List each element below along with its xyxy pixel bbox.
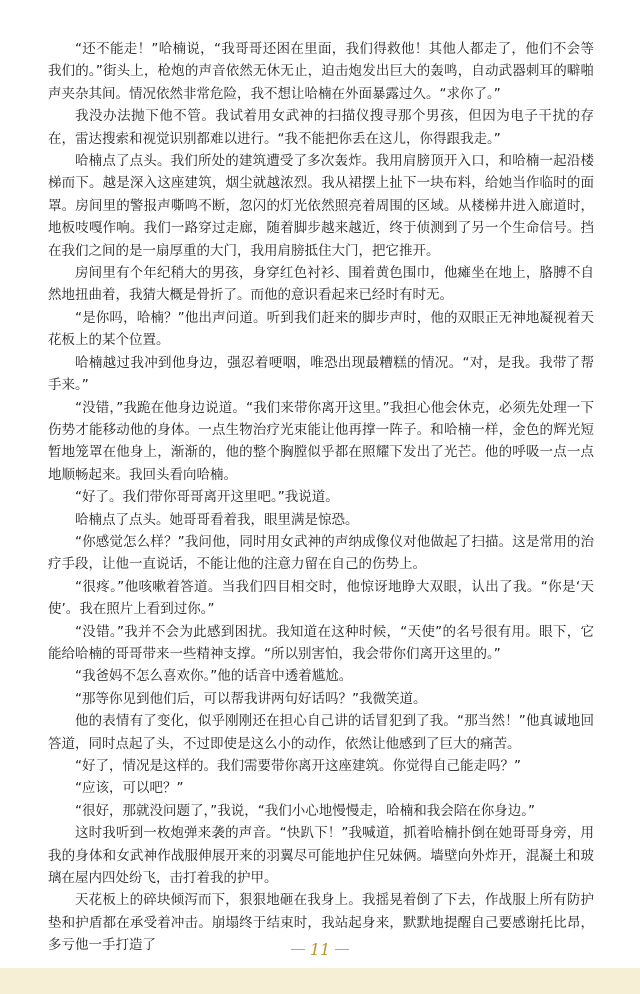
page-number-wrap <box>0 934 640 964</box>
paragraph-1: “还不能走！”哈楠说，“我哥哥还困在里面，我们得救他！其他人都走了，他们不会等我们的。”街头上，枪炮的声音依然无休无止，迫击炮发出巨大的轰鸣，自动武器刺耳的噼啪声夹杂其间。情况依然非常危险，我不想让哈楠在外面暴露过久。“求你了。” <box>48 41 594 102</box>
paragraph-13: “我爸妈不怎么喜欢你。”他的话音中透着尴尬。 <box>75 668 353 685</box>
paragraph-11: “很疼。”他咳嗽着答道。当我们四目相交时，他惊讶地睁大双眼，认出了我。“你是‘天使’。我在照片上看到过你。” <box>48 578 594 618</box>
paragraph-15: 他的表情有了变化，似乎刚刚还在担心自己讲的话冒犯到了我。“那当然！”他真诚地回答道，同时点起了头，不过即使是这么小的动作，依然让他感到了巨大的痛苦。 <box>48 713 594 752</box>
paragraph-10: “你感觉怎么样？”我问他，同时用女武神的声纳成像仪对他做起了扫描。这是常用的治疗手段，让他一直说话，不能让他的注意力留在自己的伤势上。 <box>48 533 594 573</box>
paragraph-20: 天花板上的碎块倾泻而下，狠狠地砸在我身上。我摇晃着倒了下去，作战服上所有防护垫和护盾都在承受着冲击。崩塌终于结束时，我站起身来，默默地提醒自己要感谢托比昂，多亏他一手打造了 <box>48 892 594 954</box>
paragraph-12: “没错。”我并不会为此感到困扰。我知道在这种时候，“天使”的名号很有用。眼下，它能给哈楠的哥哥带来一些精神支撑。“所以别害怕，我会带你们离开这里的。” <box>48 623 594 662</box>
story-text <box>48 38 594 957</box>
paragraph-16: “好了，情况是这样的。我们需要带你离开这座建筑。你觉得自己能走吗？” <box>75 758 521 774</box>
bottom-color-band <box>0 968 640 994</box>
paragraph-7: “没错，”我跪在他身边说道。“我们来带你离开这里。”我担心他会休克，必须先处理一下伤势才能移动他的身体。一点生物治疗光束能让他再撑一阵子。和哈楠一样，金色的辉光短暂地笼罩在他身上，渐渐的，他的整个胸膛似乎都在照耀下发出了光芒。他的呼吸一点一点地顺畅起来。我回头看向哈楠。 <box>48 399 594 483</box>
paragraph-5: “是你吗，哈楠？”他出声问道。听到我们赶来的脚步声时，他的双眼正无神地凝视着天花板上的某个位置。 <box>48 309 594 349</box>
paragraph-3: 哈楠点了点头。我们所处的建筑遭受了多次轰炸。我用肩膀顶开入口，和哈楠一起沿楼梯而下。越是深入这座建筑，烟尘就越浓烈。我从裙摆上扯下一块布料，给她当作临时的面罩。房间里的警报声嘶鸣不断，忽闪的灯光依然照亮着周围的区域。从楼梯井进入廊道时，地板吱嘎作响。我们一路穿过走廊，随着脚步越来越近，终于侦测到了另一个生命信号。挡在我们之间的是一扇厚重的大门，我用肩膀抵住大门，把它推开。 <box>48 153 594 259</box>
paragraph-6: 哈楠越过我冲到他身边，强忍着哽咽，唯恐出现最糟糕的情况。“对，是我。我带了帮手来。” <box>48 354 594 394</box>
page-number: 11 <box>309 939 331 959</box>
paragraph-9: 哈楠点了点头。她哥哥看着我，眼里满是惊恐。 <box>75 511 359 528</box>
paragraph-8: “好了。我们带你哥哥离开这里吧。”我说道。 <box>75 489 339 506</box>
left-dash-ornament <box>291 949 305 950</box>
paragraph-14: “那等你见到他们后，可以帮我讲两句好话吗？”我微笑道。 <box>75 690 427 707</box>
page-footer <box>0 934 640 968</box>
paragraph-17: “应该，可以吧？” <box>75 780 184 797</box>
paragraph-2: 我没办法抛下他不管。我试着用女武神的扫描仪搜寻那个男孩，但因为电子干扰的存在，雷达搜索和视觉识别都难以进行。“我不能把你丢在这儿，你得跟我走。” <box>48 108 594 147</box>
right-dash-ornament <box>335 949 349 950</box>
paragraph-18: “很好，那就没问题了，”我说，“我们小心地慢慢走，哈楠和我会陪在你身边。” <box>75 802 535 819</box>
paragraph-19: 这时我听到一枚炮弹来袭的声音。“快趴下！”我喊道，抓着哈楠扑倒在她哥哥身旁，用我的身体和女武神作战服伸展开来的羽翼尽可能地护住兄妹俩。墙壁向外炸开，混凝土和玻璃在屋内四处纷飞，击打着我的护甲。 <box>48 825 594 887</box>
paragraph-4: 房间里有个年纪稍大的男孩，身穿红色衬衫、围着黄色围巾，他瘫坐在地上，胳膊不自然地扭曲着，我猜大概是骨折了。而他的意识看起来已经时有时无。 <box>48 265 594 304</box>
